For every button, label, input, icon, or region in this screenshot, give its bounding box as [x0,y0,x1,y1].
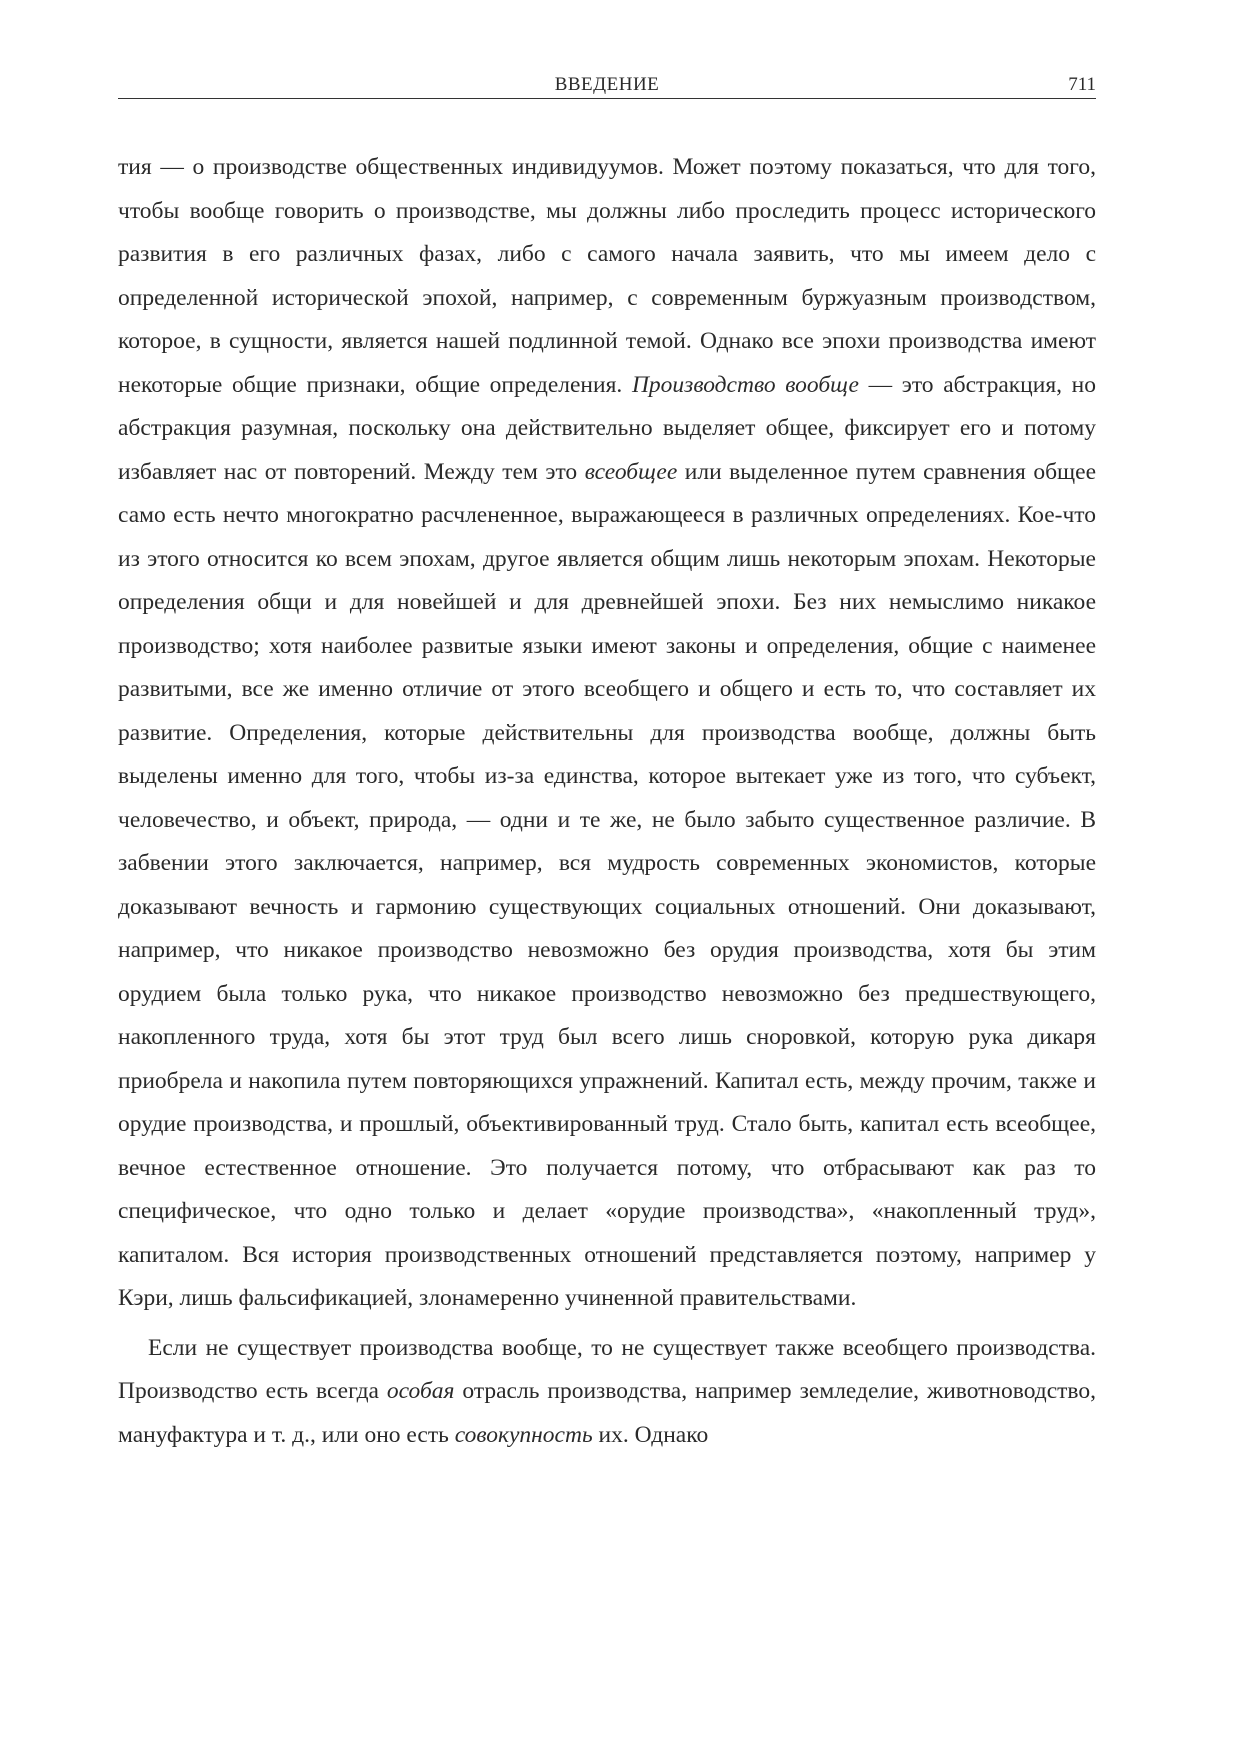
text-run: — это абстракция, но абстракция разумная, поскольку она действительно выделяет общее, фиксирует его и потому избавляет нас от повторений. Между тем это [118,371,1097,485]
italic-run: совокупность [454,1421,593,1448]
section-title: ВВЕДЕНИЕ [554,74,660,95]
paragraph-2 [118,1327,1096,1458]
text-run: отрасль производства, например земледелие, животноводство, мануфактура и т. д., или оно есть [118,1378,1096,1448]
italic-run: Производство вообще [631,371,859,398]
body-text [118,146,1096,1457]
paragraph-1 [118,146,1096,1321]
italic-run: всеобщее [584,458,678,485]
running-head [118,74,1096,99]
italic-run: особая [386,1378,455,1404]
text-run: тия — о производстве общественных индивидуумов. Может поэтому показаться, что для того, чтобы вообще говорить о производстве, мы должны либо проследить процесс исторического развития в его различных фазах, либо с самого начала заявить, что мы имеем дело с определенной исторической эпохой, например, с современным буржуазным производством, которое, в сущности, является нашей подлинной темой. Однако все эпохи производства имеют некоторые общие признаки, общие определения. [118,154,1096,398]
text-run: их. Однако [592,1421,709,1448]
page-number: 711 [1068,74,1096,95]
text-run: или выделенное путем сравнения общее само есть нечто многократно расчлененное, выражающееся в различных определениях. Кое-что из этого относится ко всем эпохам, другое является общим лишь некоторым эпохам. Некоторые определения общи и для новейшей и для древнейшей эпохи. Без них немыслимо никакое производство; хотя наиболее развитые языки имеют законы и определения, общие с наименее развитыми, все же именно отличие от этого всеобщего и общего и есть то, что составляет их развитие. Определения, которые действительны для производства вообще, должны быть выделены именно для того, чтобы из-за единства, которое вытекает уже из того, что субъект, человечество, и объект, природа, — одни и те же, не было забыто существенное различие. В забвении этого заключается, например, вся мудрость современных экономистов, которые доказывают вечность и гармонию существующих социальных отношений. Они доказывают, например, что никакое производство невозможно без орудия производства, хотя бы этим орудием была только рука, что никакое производство невозможно без предшествующего, накопленного труда, хотя бы этот труд был всего лишь сноровкой, которую рука дикаря приобрела и накопила путем повторяющихся упражнений. Капитал есть, между прочим, также и орудие производства, и прошлый, объективированный труд. Стало быть, капитал есть всеобщее, вечное естественное отношение. Это получается потому, что отбрасывают как раз то специфическое, что одно только и делает «орудие производства», «накопленный труд», капиталом. Вся история производственных отношений представляется поэтому, например у Кэри, лишь фальсификацией, злонамеренно учиненной правительствами. [118,458,1097,1311]
text-run: Если не существует производства вообще, то не существует также всеобщего производства. Производство есть всегда [118,1334,1096,1404]
